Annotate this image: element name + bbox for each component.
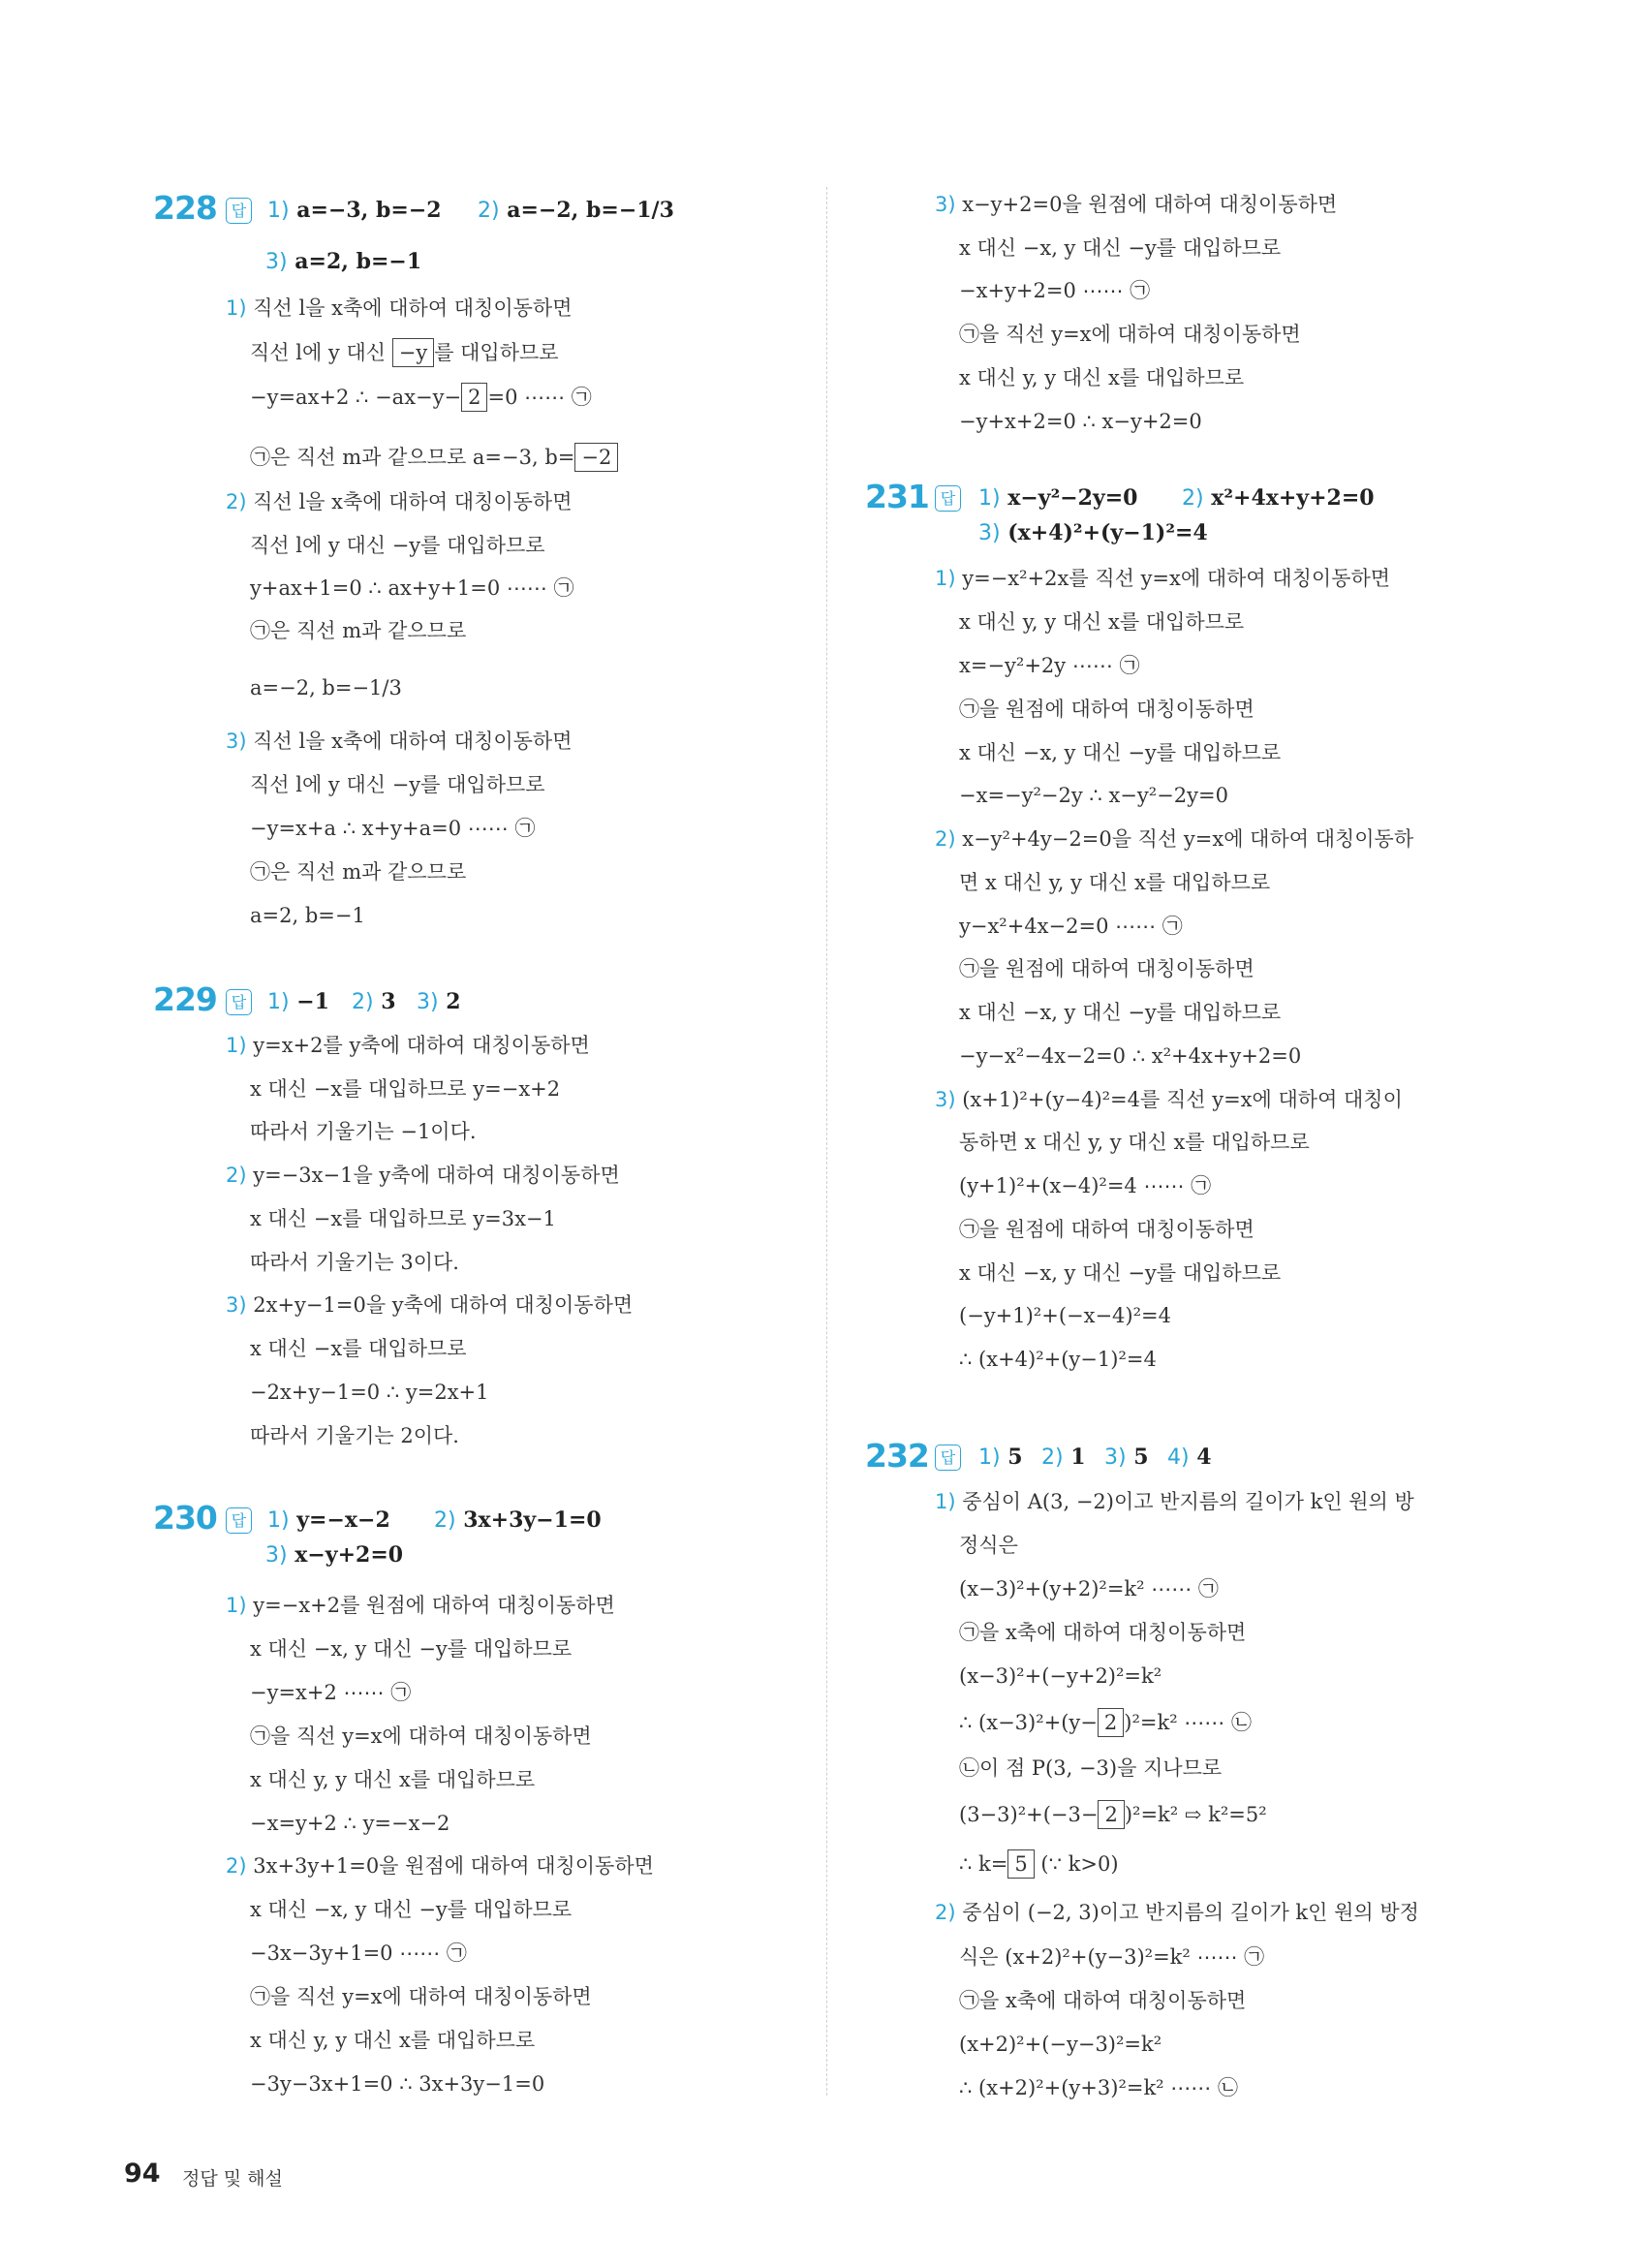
solution-line: x 대신 −x를 대입하므로 y=−x+2 (250, 1077, 561, 1101)
solution-line: 1) y=x+2를 y축에 대하여 대칭이동하면 (226, 1034, 590, 1057)
solution-line: 2) y=−3x−1을 y축에 대하여 대칭이동하면 (226, 1164, 620, 1187)
answer-2: 2) x²+4x+y+2=0 (1182, 485, 1375, 511)
answer-2: 2) 1 (1041, 1445, 1086, 1470)
solution-line: x 대신 y, y 대신 x를 대입하므로 (250, 1768, 536, 1791)
solution-line: (3−3)²+(−3− 2 )²=k² ⇨ k²=5² (959, 1800, 1267, 1829)
solution-line: 2) x−y²+4y−2=0을 직선 y=x에 대하여 대칭이동하 (935, 827, 1414, 851)
solution-line: −y+x+2=0 ∴ x−y+2=0 (959, 410, 1202, 433)
solution-line: ㉠은 직선 m과 같으므로 (250, 619, 467, 642)
solution-line: (x−3)²+(−y+2)²=k² (959, 1664, 1162, 1688)
solution-line: (−y+1)²+(−x−4)²=4 (959, 1304, 1171, 1327)
solution-line: −y=x+2 ⋯⋯ ㉠ (250, 1681, 412, 1704)
answer-3: 3) x−y+2=0 (265, 1542, 404, 1568)
problem-number: 231 (865, 478, 929, 515)
solution-line: 2) 3x+3y+1=0을 원점에 대하여 대칭이동하면 (226, 1854, 654, 1878)
solution-line: 1) 직선 l을 x축에 대하여 대칭이동하면 (226, 296, 573, 320)
solution-line: 1) y=−x+2를 원점에 대하여 대칭이동하면 (226, 1594, 615, 1617)
solution-line: −x+y+2=0 ⋯⋯ ㉠ (959, 279, 1151, 302)
solution-line: x 대신 −x, y 대신 −y를 대입하므로 (250, 1898, 573, 1921)
answer-1: 1) y=−x−2 (267, 1507, 390, 1533)
problem-number: 229 (153, 980, 217, 1018)
solution-line: x 대신 −x, y 대신 −y를 대입하므로 (250, 1637, 573, 1661)
solution-line: x 대신 −x, y 대신 −y를 대입하므로 (959, 741, 1282, 764)
solution-line: x=−y²+2y ⋯⋯ ㉠ (959, 654, 1140, 677)
solution-line: −2x+y−1=0 ∴ y=2x+1 (250, 1381, 489, 1404)
solution-line: 따라서 기울기는 2이다. (250, 1424, 459, 1447)
solution-line: ∴ k= 5 (∵ k>0) (959, 1849, 1119, 1879)
solution-line: a=2, b=−1 (250, 904, 365, 927)
solution-line: ㉠은 직선 m과 같으므로 (250, 860, 467, 884)
problem-number: 232 (865, 1437, 929, 1475)
solution-line: 3) (x+1)²+(y−4)²=4를 직선 y=x에 대하여 대칭이 (935, 1088, 1403, 1111)
solution-line: 2) 중심이 (−2, 3)이고 반지름의 길이가 k인 원의 방정 (935, 1901, 1419, 1924)
solution-line: ∴ (x−3)²+(y− 2 )²=k² ⋯⋯ ㉡ (959, 1708, 1252, 1737)
solution-line: (y+1)²+(x−4)²=4 ⋯⋯ ㉠ (959, 1174, 1212, 1197)
solution-line: 3) 직선 l을 x축에 대하여 대칭이동하면 (226, 730, 573, 753)
solution-line: ㉡이 점 P(3, −3)을 지나므로 (959, 1756, 1223, 1780)
solution-line: 3) 2x+y−1=0을 y축에 대하여 대칭이동하면 (226, 1293, 634, 1317)
solution-line: ㉠을 원점에 대하여 대칭이동하면 (959, 957, 1255, 980)
solution-line: ㉠을 x축에 대하여 대칭이동하면 (959, 1621, 1247, 1644)
solution-line: 1) 중심이 A(3, −2)이고 반지름의 길이가 k인 원의 방 (935, 1490, 1414, 1513)
solution-line: −3y−3x+1=0 ∴ 3x+3y−1=0 (250, 2072, 545, 2096)
solution-line: (x−3)²+(y+2)²=k² ⋯⋯ ㉠ (959, 1577, 1219, 1600)
answer-3: 3) 2 (417, 989, 461, 1014)
solution-line: x 대신 −x, y 대신 −y를 대입하므로 (959, 1001, 1282, 1024)
answer-1: 1) 5 (978, 1445, 1023, 1470)
page-number: 94 (124, 2159, 161, 2189)
solution-line: x 대신 y, y 대신 x를 대입하므로 (250, 2029, 536, 2052)
answer-badge: 답 (226, 1507, 252, 1534)
answer-1: 1) x−y²−2y=0 (978, 485, 1138, 511)
answer-badge: 답 (226, 989, 252, 1015)
answer-3: 3) (x+4)²+(y−1)²=4 (978, 520, 1208, 545)
solution-line: 식은 (x+2)²+(y−3)²=k² ⋯⋯ ㉠ (959, 1945, 1265, 1969)
solution-line: 직선 l에 y 대신 −y를 대입하므로 (250, 773, 545, 796)
solution-line: 3) x−y+2=0을 원점에 대하여 대칭이동하면 (935, 193, 1338, 216)
solution-line: 따라서 기울기는 3이다. (250, 1251, 459, 1274)
answer-badge: 답 (226, 198, 252, 224)
answer-badge: 답 (935, 485, 961, 512)
solution-line: −x=−y²−2y ∴ x−y²−2y=0 (959, 784, 1228, 807)
solution-line: x 대신 −x를 대입하므로 y=3x−1 (250, 1207, 556, 1230)
solution-line: ㉠을 직선 y=x에 대하여 대칭이동하면 (250, 1724, 592, 1748)
solution-line: −y−x²−4x−2=0 ∴ x²+4x+y+2=0 (959, 1044, 1302, 1068)
solution-line: ∴ (x+2)²+(y+3)²=k² ⋯⋯ ㉡ (959, 2076, 1238, 2099)
solution-line: x 대신 −x를 대입하므로 (250, 1337, 467, 1360)
solution-line: ㉠을 직선 y=x에 대하여 대칭이동하면 (959, 323, 1301, 346)
solution-line: ㉠은 직선 m과 같으므로 a=−3, b= −2 (250, 443, 618, 472)
solution-line: −3x−3y+1=0 ⋯⋯ ㉠ (250, 1942, 467, 1965)
problem-number: 228 (153, 189, 217, 227)
solution-line: x 대신 y, y 대신 x를 대입하므로 (959, 366, 1245, 389)
solution-line: −y=ax+2 ∴ −ax−y− 2 =0 ⋯⋯ ㉠ (250, 383, 592, 412)
solution-line: (x+2)²+(−y−3)²=k² (959, 2033, 1162, 2056)
solution-line: 2) 직선 l을 x축에 대하여 대칭이동하면 (226, 490, 573, 513)
solution-line: ∴ (x+4)²+(y−1)²=4 (959, 1348, 1157, 1371)
answer-2: 2) 3x+3y−1=0 (434, 1507, 602, 1533)
solution-line: y−x²+4x−2=0 ⋯⋯ ㉠ (959, 915, 1183, 938)
solution-line: 따라서 기울기는 −1이다. (250, 1120, 477, 1143)
answer-2: 2) a=−2, b=−1/3 (478, 198, 674, 223)
solution-line: ㉠을 x축에 대하여 대칭이동하면 (959, 1989, 1247, 2012)
solution-line: x 대신 y, y 대신 x를 대입하므로 (959, 610, 1245, 634)
footer-label: 정답 및 해설 (182, 2168, 283, 2190)
answer-badge: 답 (935, 1445, 961, 1471)
solution-line: ㉠을 직선 y=x에 대하여 대칭이동하면 (250, 1985, 592, 2008)
solution-line: −y=x+a ∴ x+y+a=0 ⋯⋯ ㉠ (250, 817, 536, 840)
solution-line: x 대신 −x, y 대신 −y를 대입하므로 (959, 1261, 1282, 1285)
answer-2: 2) 3 (352, 989, 396, 1014)
solution-line: 정식은 (959, 1534, 1018, 1557)
solution-line: ㉠을 원점에 대하여 대칭이동하면 (959, 1218, 1255, 1241)
solution-line: 동하면 x 대신 y, y 대신 x를 대입하므로 (959, 1131, 1310, 1154)
solution-line: y+ax+1=0 ∴ ax+y+1=0 ⋯⋯ ㉠ (250, 576, 574, 600)
answer-4: 4) 4 (1167, 1445, 1212, 1470)
answer-1: 1) −1 (267, 989, 329, 1014)
solution-line: 직선 l에 y 대신 −y 를 대입하므로 (250, 338, 559, 367)
problem-number: 230 (153, 1499, 217, 1537)
answer-3: 3) 5 (1104, 1445, 1149, 1470)
solution-line: 면 x 대신 y, y 대신 x를 대입하므로 (959, 871, 1271, 894)
answer-1: 1) a=−3, b=−2 (267, 198, 442, 223)
solution-line: 직선 l에 y 대신 −y를 대입하므로 (250, 534, 545, 557)
answer-3: 3) a=2, b=−1 (265, 249, 422, 274)
solution-line: −x=y+2 ∴ y=−x−2 (250, 1812, 450, 1835)
solution-line: x 대신 −x, y 대신 −y를 대입하므로 (959, 236, 1282, 260)
solution-line: 1) y=−x²+2x를 직선 y=x에 대하여 대칭이동하면 (935, 567, 1391, 590)
solution-line: a=−2, b=−1/3 (250, 676, 402, 699)
solution-line: ㉠을 원점에 대하여 대칭이동하면 (959, 698, 1255, 721)
column-divider (826, 187, 827, 2096)
